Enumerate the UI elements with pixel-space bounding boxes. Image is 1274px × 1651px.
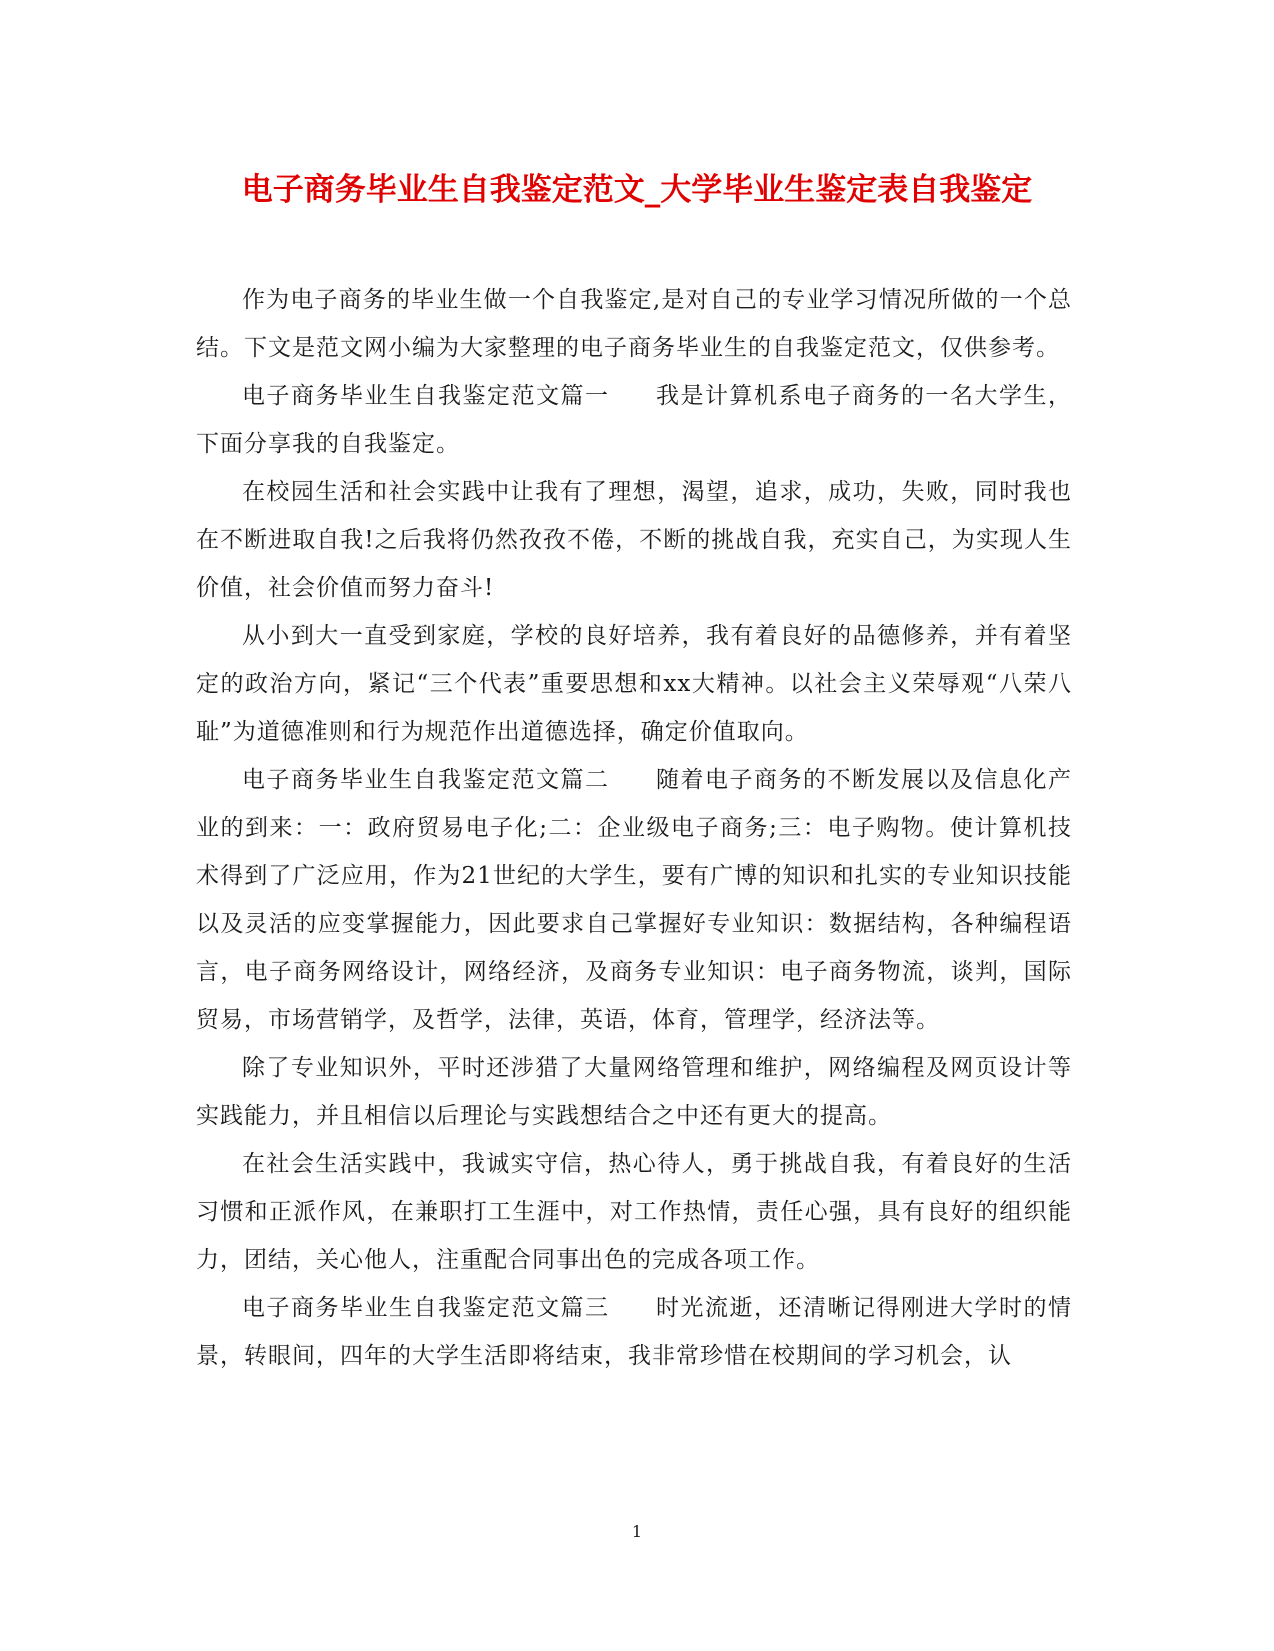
paragraph-text: 随着电子商务的不断发展以及信息化产业的到来：一：政府贸易电子化;二：企业级电子商务;三：电子购物。使计算机技术得到了广泛应用，作为21世纪的大学生，要有广博的知识和扎实的专业知识技能以及灵活的应变掌握能力，因此要求自己掌握好专业知识：数据结构，各种编程语言，电子商务网络设计，网络经济，及商务专业知识：电子商务物流，谈判，国际贸易，市场营销学，及哲学，法律，英语，体育，管理学，经济法等。: [196, 767, 1072, 1033]
paragraph-text: 在社会生活实践中，我诚实守信，热心待人，勇于挑战自我，有着良好的生活习惯和正派作风，在兼职打工生涯中，对工作热情，责任心强，具有良好的组织能力，团结，关心他人，注重配合同事出色的完成各项工作。: [196, 1151, 1072, 1273]
paragraph: [196, 1284, 1072, 1380]
document-body: [196, 276, 1072, 1380]
section-heading: 电子商务毕业生自我鉴定范文篇一: [242, 383, 610, 409]
paragraph: [196, 276, 1072, 372]
paragraph: [196, 1140, 1072, 1284]
paragraph: [196, 372, 1072, 468]
document-title: 电子商务毕业生自我鉴定范文_大学毕业生鉴定表自我鉴定: [241, 172, 1033, 208]
paragraph-text: 我是计算机系电子商务的一名大学生，下面分享我的自我鉴定。: [196, 383, 1072, 457]
section-heading: 电子商务毕业生自我鉴定范文篇二: [242, 767, 610, 793]
paragraph-text: 时光流逝，还清晰记得刚进大学时的情景，转眼间，四年的大学生活即将结束，我非常珍惜在校期间的学习机会，认: [196, 1295, 1072, 1369]
section-heading: 电子商务毕业生自我鉴定范文篇三: [242, 1295, 610, 1321]
page-number: 1: [631, 1522, 643, 1541]
paragraph-text: 作为电子商务的毕业生做一个自我鉴定,是对自己的专业学习情况所做的一个总结。下文是范文网小编为大家整理的电子商务毕业生的自我鉴定范文，仅供参考。: [196, 287, 1072, 361]
paragraph: [196, 468, 1072, 612]
paragraph-text: 在校园生活和社会实践中让我有了理想，渴望，追求，成功，失败，同时我也在不断进取自我!之后我将仍然孜孜不倦，不断的挑战自我，充实自己，为实现人生价值，社会价值而努力奋斗!: [196, 479, 1072, 601]
paragraph: [196, 612, 1072, 756]
paragraph: [196, 756, 1072, 1044]
paragraph: [196, 1044, 1072, 1140]
paragraph-text: 从小到大一直受到家庭，学校的良好培养，我有着良好的品德修养，并有着坚定的政治方向，紧记“三个代表”重要思想和xx大精神。以社会主义荣辱观“八荣八耻”为道德准则和行为规范作出道德选择，确定价值取向。: [196, 623, 1072, 745]
paragraph-text: 除了专业知识外，平时还涉猎了大量网络管理和维护，网络编程及网页设计等实践能力，并且相信以后理论与实践想结合之中还有更大的提高。: [196, 1055, 1072, 1129]
